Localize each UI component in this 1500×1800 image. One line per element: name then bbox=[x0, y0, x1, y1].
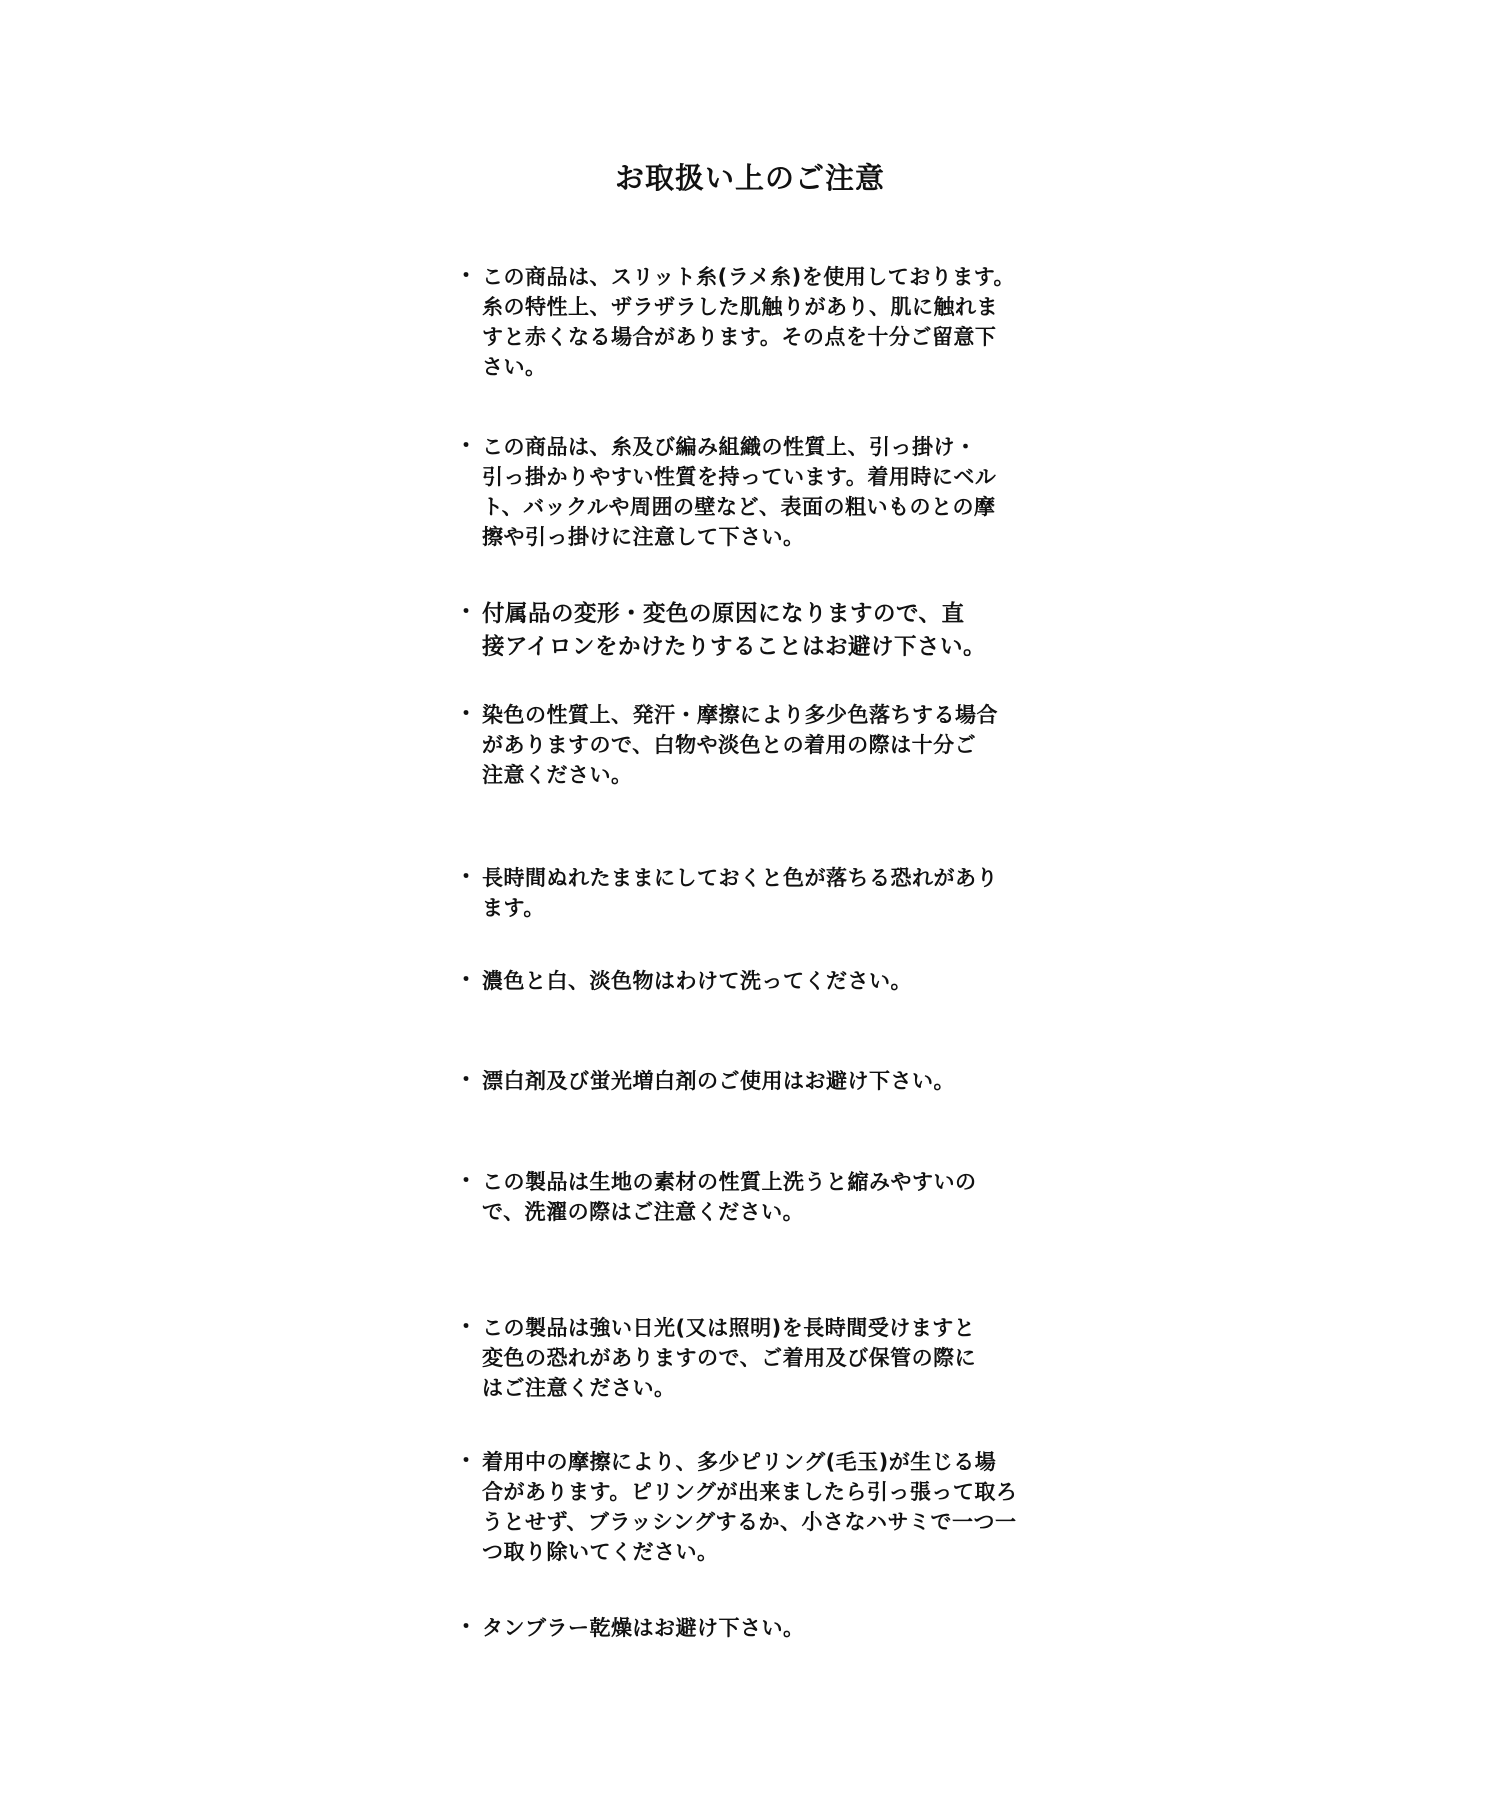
text-line: 着用中の摩擦により、多少ピリング(毛玉)が生じる場 bbox=[482, 1450, 997, 1474]
text-line: タンブラー乾燥はお避け下さい。 bbox=[482, 1616, 805, 1640]
text-line: この商品は、スリット糸(ラメ糸)を使用しております。 bbox=[482, 265, 1016, 289]
page-title: お取扱い上のご注意 bbox=[614, 161, 885, 195]
text-line: うとせず、ブラッシングするか、小さなハサミで一つ一 bbox=[482, 1510, 1017, 1534]
bullet: ・ bbox=[455, 1315, 478, 1340]
text-line: 濃色と白、淡色物はわけて洗ってください。 bbox=[482, 969, 912, 993]
text-line: 擦や引っ掛けに注意して下さい。 bbox=[482, 525, 805, 549]
text-line: すと赤くなる場合があります。その点を十分ご留意下 bbox=[482, 325, 997, 349]
item-text bbox=[482, 1066, 1072, 1096]
item-text bbox=[482, 1613, 1072, 1643]
text-line: 付属品の変形・変色の原因になりますので、直 bbox=[482, 601, 965, 627]
bullet: ・ bbox=[455, 434, 478, 459]
text-line: 注意ください。 bbox=[482, 763, 633, 787]
text-line: 接アイロンをかけたりすることはお避け下さい。 bbox=[482, 634, 986, 660]
text-line: さい。 bbox=[482, 355, 547, 379]
text-line: この製品は生地の素材の性質上洗うと縮みやすいの bbox=[482, 1170, 977, 1194]
text-line: 変色の恐れがありますので、ご着用及び保管の際に bbox=[482, 1346, 977, 1370]
item-text bbox=[482, 700, 1072, 790]
text-line: この商品は、糸及び編み組織の性質上、引っ掛け・ bbox=[482, 435, 977, 459]
text-line: この製品は強い日光(又は照明)を長時間受けますと bbox=[482, 1316, 976, 1340]
bullet: ・ bbox=[455, 702, 478, 727]
text-line: はご注意ください。 bbox=[482, 1376, 676, 1400]
item-text bbox=[482, 1313, 1072, 1403]
item-text bbox=[482, 432, 1072, 552]
item-text bbox=[482, 1167, 1072, 1227]
bullet: ・ bbox=[455, 264, 478, 289]
text-line: ト、バックルや周囲の壁など、表面の粗いものとの摩 bbox=[482, 495, 996, 519]
text-line: で、洗濯の際はご注意ください。 bbox=[482, 1200, 805, 1224]
item-text bbox=[482, 863, 1072, 923]
bullet: ・ bbox=[455, 600, 478, 625]
bullet: ・ bbox=[455, 865, 478, 890]
bullet: ・ bbox=[455, 1615, 478, 1640]
text-line: 染色の性質上、発汗・摩擦により多少色落ちする場合 bbox=[482, 703, 998, 727]
text-line: 引っ掛かりやすい性質を持っています。着用時にベル bbox=[482, 465, 997, 489]
item-text bbox=[482, 598, 1072, 664]
bullet: ・ bbox=[455, 1169, 478, 1194]
item-text bbox=[482, 262, 1072, 382]
bullet: ・ bbox=[455, 1449, 478, 1474]
text-line: 合があります。ピリングが出来ましたら引っ張って取ろ bbox=[482, 1480, 1018, 1504]
text-line: がありますので、白物や淡色との着用の際は十分ご bbox=[482, 733, 977, 757]
item-text bbox=[482, 1447, 1072, 1567]
text-line: ます。 bbox=[482, 896, 545, 920]
bullet: ・ bbox=[455, 968, 478, 993]
item-text bbox=[482, 966, 1072, 996]
text-line: 長時間ぬれたままにしておくと色が落ちる恐れがあり bbox=[482, 866, 998, 890]
bullet: ・ bbox=[455, 1068, 478, 1093]
text-line: 糸の特性上、ザラザラした肌触りがあり、肌に触れま bbox=[482, 295, 998, 319]
text-line: つ取り除いてください。 bbox=[482, 1540, 719, 1564]
text-line: 漂白剤及び蛍光増白剤のご使用はお避け下さい。 bbox=[482, 1069, 955, 1093]
